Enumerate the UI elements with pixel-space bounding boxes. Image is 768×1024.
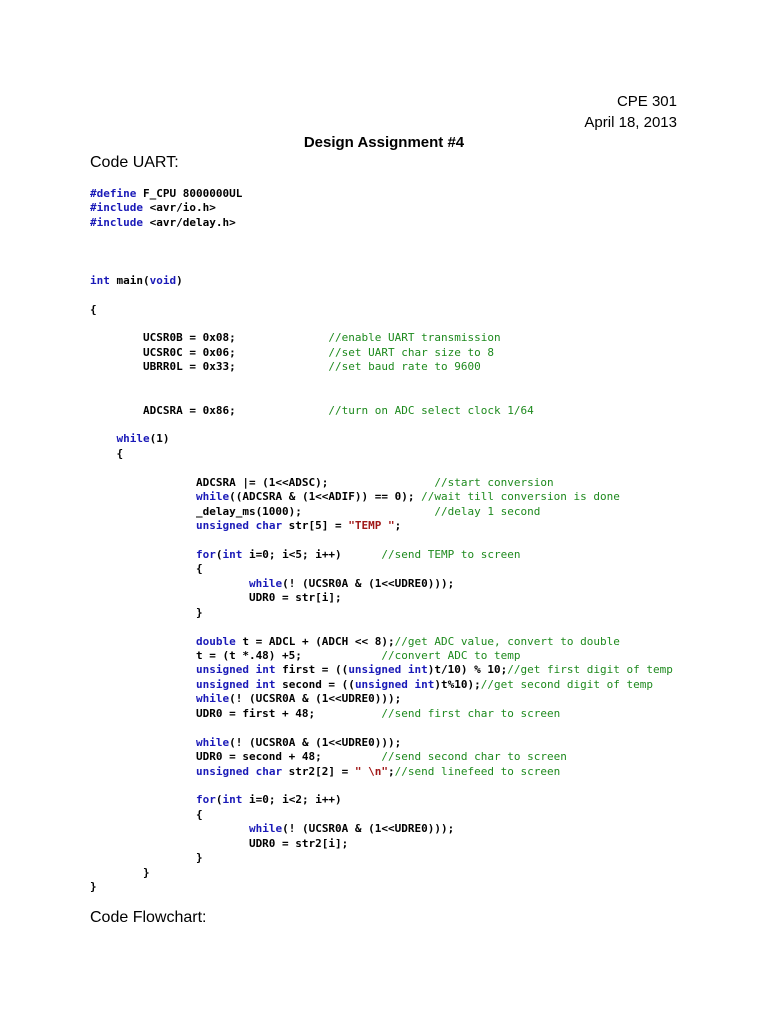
code-text	[90, 692, 196, 705]
code-text: (! (UCSR0A & (1<<UDRE0)));	[229, 692, 402, 706]
code-line	[90, 577, 673, 591]
code-line	[90, 404, 673, 418]
code-line	[90, 548, 673, 562]
code-line	[90, 822, 673, 836]
code-line	[90, 389, 673, 403]
code-line	[90, 187, 673, 201]
code-text	[90, 548, 196, 561]
code-comment: //send linefeed to screen	[394, 764, 561, 778]
code-text: UCSR0C = 0x06;	[90, 345, 329, 359]
code-text	[90, 432, 117, 445]
code-string: "TEMP "	[348, 519, 395, 533]
code-line	[90, 663, 673, 677]
code-keyword: #include	[90, 201, 143, 215]
code-text: t = (t *.48) +5;	[90, 649, 382, 662]
code-line	[90, 851, 673, 865]
code-comment: //delay 1 second	[434, 504, 541, 518]
code-line	[90, 750, 673, 764]
code-text: _delay_ms(1000);	[90, 504, 435, 518]
code-comment: //wait till conversion is done	[421, 490, 620, 504]
code-text: (	[215, 547, 223, 561]
code-keyword: while	[248, 576, 283, 590]
code-comment: //get second digit of temp	[480, 677, 653, 691]
section-heading-code-uart: Code UART:	[90, 154, 179, 171]
code-line	[90, 678, 673, 692]
code-keyword: unsigned int	[348, 663, 428, 677]
code-line	[90, 317, 673, 331]
code-line	[90, 259, 673, 273]
code-text: <avr/io.h>	[142, 201, 216, 215]
code-text: (! (UCSR0A & (1<<UDRE0)));	[282, 822, 455, 836]
code-text	[90, 663, 196, 676]
code-line	[90, 331, 673, 345]
code-text: str[5] =	[282, 519, 349, 533]
code-text: <avr/delay.h>	[142, 215, 236, 229]
code-comment: //get ADC value, convert to double	[394, 634, 620, 648]
code-text	[90, 793, 196, 806]
code-line	[90, 779, 673, 793]
code-comment: //get first digit of temp	[507, 663, 673, 677]
code-text	[90, 736, 196, 749]
document-date: April 18, 2013	[584, 114, 677, 131]
code-line	[90, 562, 673, 576]
code-keyword: while	[195, 692, 230, 706]
code-text: i=0; i<5; i++)	[242, 547, 382, 561]
code-text: }	[90, 851, 203, 865]
code-text: {	[90, 302, 97, 316]
code-line	[90, 606, 673, 620]
code-text	[90, 678, 196, 691]
code-line	[90, 866, 673, 880]
code-text: ADCSRA |= (1<<ADSC);	[90, 475, 435, 489]
code-keyword: while	[195, 490, 230, 504]
code-keyword: int	[222, 793, 243, 807]
code-text	[90, 635, 196, 648]
code-line	[90, 505, 673, 519]
code-comment: //send second char to screen	[381, 750, 567, 764]
code-keyword: unsigned char	[195, 764, 283, 778]
code-line	[90, 692, 673, 706]
code-text: main(	[109, 273, 150, 287]
code-text: i=0; i<2; i++)	[242, 793, 342, 807]
code-line	[90, 375, 673, 389]
code-text: {	[90, 807, 203, 821]
code-text: }	[90, 605, 203, 619]
code-text	[90, 519, 196, 532]
code-comment: //turn on ADC select clock 1/64	[328, 403, 534, 417]
code-comment: //send first char to screen	[381, 706, 561, 720]
code-keyword: void	[149, 273, 177, 287]
code-line	[90, 620, 673, 634]
code-keyword: double	[195, 634, 236, 648]
code-text: UDR0 = second + 48;	[90, 750, 382, 764]
code-text: {	[90, 562, 203, 576]
code-text: (1)	[149, 432, 170, 446]
code-comment: //convert ADC to temp	[381, 649, 521, 662]
code-listing	[90, 187, 673, 894]
code-line	[90, 880, 673, 894]
document-title: Design Assignment #4	[303, 134, 465, 151]
code-line	[90, 490, 673, 504]
code-keyword: #include	[90, 215, 143, 229]
code-line	[90, 707, 673, 721]
code-line	[90, 793, 673, 807]
code-line	[90, 303, 673, 317]
code-line	[90, 418, 673, 432]
code-text: }	[90, 865, 150, 879]
code-text: (! (UCSR0A & (1<<UDRE0)));	[282, 576, 455, 590]
code-keyword: unsigned char	[195, 519, 283, 533]
code-text: first = ((	[275, 663, 349, 677]
code-text: str2[2] =	[282, 764, 355, 778]
code-text: ;	[394, 519, 402, 533]
code-text: ;	[388, 764, 395, 778]
code-text: F_CPU 8000000UL	[136, 187, 243, 200]
code-text	[90, 577, 249, 590]
code-line	[90, 432, 673, 446]
code-line	[90, 216, 673, 230]
course-number: CPE 301	[616, 93, 677, 110]
code-keyword: while	[195, 735, 230, 749]
code-line	[90, 360, 673, 374]
code-text: ((ADCSRA & (1<<ADIF)) == 0);	[229, 490, 422, 504]
code-line	[90, 837, 673, 851]
code-line	[90, 461, 673, 475]
code-text: UDR0 = str[i];	[90, 591, 342, 605]
code-text	[90, 765, 196, 778]
code-line	[90, 447, 673, 461]
code-keyword: unsigned int	[195, 663, 276, 677]
code-text: t = ADCL + (ADCH << 8);	[235, 634, 395, 648]
code-text: UBRR0L = 0x33;	[90, 360, 329, 374]
code-comment: //set UART char size to 8	[328, 345, 494, 359]
code-line	[90, 534, 673, 548]
code-text: )t/10) % 10;	[427, 663, 508, 677]
code-line	[90, 808, 673, 822]
code-keyword: while	[248, 822, 283, 836]
code-line	[90, 649, 673, 663]
code-text: )t%10);	[434, 677, 481, 691]
code-comment: //set baud rate to 9600	[328, 360, 481, 374]
code-text: second = ((	[275, 677, 355, 691]
code-line	[90, 635, 673, 649]
code-comment: //send TEMP to screen	[381, 547, 521, 561]
code-text	[90, 490, 196, 503]
code-comment: //start conversion	[434, 475, 554, 489]
code-line	[90, 245, 673, 259]
code-text: }	[90, 880, 97, 893]
code-keyword: for	[195, 547, 216, 561]
code-text	[90, 822, 249, 835]
code-text: {	[90, 446, 124, 460]
code-line	[90, 721, 673, 735]
code-text: UDR0 = str2[i];	[90, 836, 349, 850]
code-line	[90, 765, 673, 779]
code-text: UDR0 = first + 48;	[90, 706, 382, 720]
code-keyword: while	[116, 432, 150, 446]
code-line	[90, 201, 673, 215]
code-keyword: unsigned int	[354, 677, 435, 691]
code-text: ADCSRA = 0x86;	[90, 403, 329, 417]
code-text: )	[176, 273, 183, 287]
code-line	[90, 274, 673, 288]
code-keyword: for	[195, 793, 216, 807]
code-line	[90, 230, 673, 244]
code-comment: //enable UART transmission	[328, 331, 501, 345]
code-keyword: unsigned int	[195, 677, 276, 691]
section-heading-code-flowchart: Code Flowchart:	[90, 909, 207, 926]
code-text: (	[215, 793, 223, 807]
code-line	[90, 346, 673, 360]
code-text: UCSR0B = 0x08;	[90, 331, 329, 345]
code-line	[90, 736, 673, 750]
code-line	[90, 476, 673, 490]
code-line	[90, 519, 673, 533]
code-text: (! (UCSR0A & (1<<UDRE0)));	[229, 735, 402, 749]
code-line	[90, 288, 673, 302]
code-string: " \n"	[354, 764, 389, 778]
code-keyword: #define	[90, 187, 137, 200]
code-line	[90, 591, 673, 605]
code-keyword: int	[222, 547, 243, 561]
code-keyword: int	[90, 273, 110, 287]
